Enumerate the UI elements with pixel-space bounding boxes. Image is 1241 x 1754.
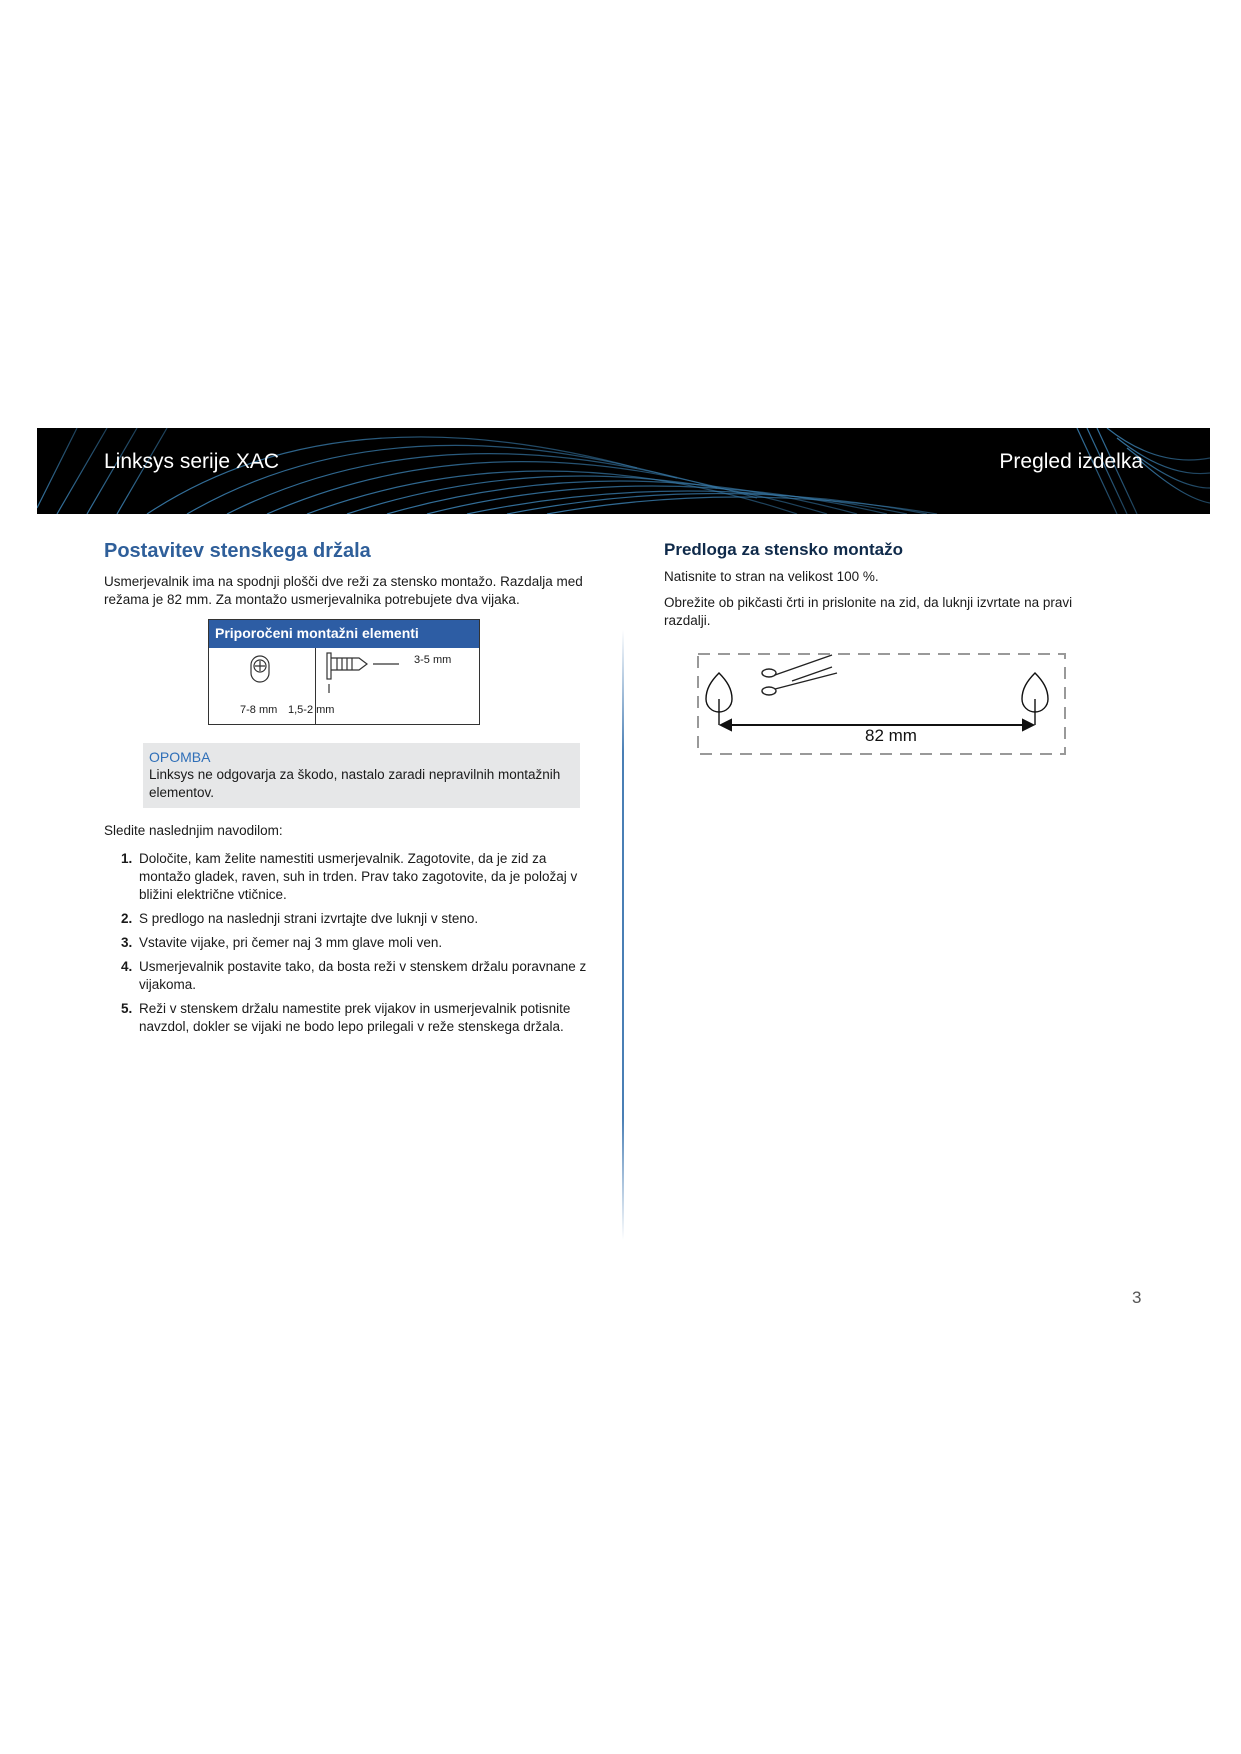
intro-paragraph: Usmerjevalnik ima na spodnji plošči dve reži za stensko montažo. Razdalja med režama je 82 mm. Za montažo usmerjevalnika potrebujete dva vijaka. [104, 574, 583, 607]
note-text: Linksys ne odgovarja za škodo, nastalo zaradi nepravilnih montažnih elementov. [149, 767, 561, 800]
right-column [664, 540, 1104, 630]
list-item: 1. Določite, kam želite namestiti usmerjevalnik. Zagotovite, da je zid za montažo gladek, raven, suh in trden. Prav tako zagotovite, da je položaj v bližini električne vtičnice. [121, 851, 578, 902]
cut-instruction: Obrežite ob pikčasti črti in prislonite na zid, da luknji izvrtate na pravi razdalji. [664, 595, 1073, 628]
list-item: 2. S predlogo na naslednji strani izvrtajte dve luknji v steno. [121, 911, 479, 926]
screw-length-label: 3-5 mm [414, 654, 452, 666]
note-box [143, 743, 580, 808]
print-instruction: Natisnite to stran na velikost 100 %. [664, 569, 879, 584]
list-item: 3. Vstavite vijake, pri čemer naj 3 mm glave moli ven. [121, 935, 443, 950]
hardware-box [208, 619, 480, 725]
wall-mount-heading: Postavitev stenskega držala [104, 540, 371, 562]
hardware-box-heading: Priporočeni montažni elementi [209, 620, 479, 648]
template-heading: Predloga za stensko montažo [664, 540, 903, 559]
list-item: 4. Usmerjevalnik postavite tako, da bosta reži v stenskem držalu poravnane z vijakoma. [121, 959, 587, 992]
screw-head-label: 7-8 mm [240, 704, 278, 716]
template-drawing [697, 653, 1067, 757]
list-item: 5. Reži v stenskem držalu namestite prek vijakov in usmerjevalnik potisnite navzdol, dokler se vijaki ne bodo lepo prilegali v reže stenskega držala. [121, 1001, 571, 1034]
screw-side-icon [327, 653, 399, 693]
instructions-intro: Sledite naslednjim navodilom: [104, 823, 283, 838]
product-series-title: Linksys serije XAC [104, 450, 280, 473]
mounting-template [697, 653, 1067, 757]
scissors-icon [762, 655, 837, 695]
section-title: Pregled izdelka [999, 450, 1143, 473]
note-title: OPOMBA [149, 749, 211, 765]
left-column [104, 540, 589, 1042]
page-number: 3 [1132, 1288, 1142, 1307]
screw-head-icon [251, 656, 269, 682]
header-banner [37, 428, 1210, 514]
screw-shaft-label: 1,5-2 mm [288, 704, 335, 716]
distance-label: 82 mm [865, 726, 917, 745]
instructions-list [104, 850, 589, 1036]
column-divider [622, 630, 624, 1240]
